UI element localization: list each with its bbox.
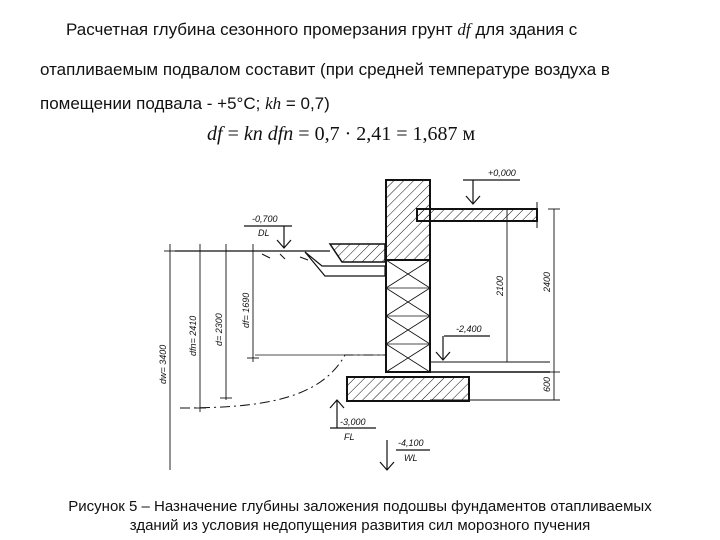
level-fl-label: -3,000 (340, 417, 366, 427)
df-symbol: df (457, 20, 471, 39)
intro-line-2: отапливаемым подвалом составит (при средней температуре воздуха в (40, 60, 610, 79)
blind-area (330, 244, 385, 262)
formula-dfn: dfn (267, 123, 294, 145)
dim-dfn-label: dfn= 2410 (188, 315, 198, 356)
intro-line-3-text-a: помещении подвала - +5°C; (40, 94, 261, 113)
dim-dw-label: dw= 3400 (158, 344, 168, 384)
level-fl-name: FL (344, 432, 355, 442)
figure-caption-line-1: Рисунок 5 – Назначение глубины заложения подошвы фундаментов отапливаемых (68, 498, 652, 515)
floor-slab (417, 209, 537, 221)
intro-line-1-text-b: для здания с (475, 20, 578, 39)
dim-2100-label: 2100 (495, 275, 505, 296)
formula-eq: = (227, 123, 239, 145)
dim-2400-label: 2400 (542, 271, 552, 292)
level-top-label: +0,000 (488, 168, 516, 178)
level-basement-label: -2,400 (456, 324, 482, 334)
intro-line-3-text-b: = 0,7) (285, 94, 330, 113)
level-dl-label: -0,700 (252, 214, 278, 224)
level-wl-label: -4,100 (398, 438, 424, 448)
level-dl-name: DL (258, 228, 270, 238)
formula-rhs: = 0,7 · 2,41 = 1,687 м (298, 123, 476, 145)
figure-caption-line-2: зданий из условия недопущения развития сил морозного пучения (129, 517, 591, 534)
dim-d-label: d= 2300 (214, 313, 224, 346)
kh-symbol: kh (265, 94, 282, 113)
dim-df-label: df= 1690 (241, 292, 251, 328)
level-wl-name: WL (404, 453, 418, 463)
formula-lhs: df (207, 123, 223, 145)
formula-k: kn (243, 123, 263, 145)
intro-line-1-text-a: Расчетная глубина сезонного промерзания грунт (66, 20, 453, 39)
footing (347, 377, 469, 401)
dim-600-label: 600 (542, 376, 552, 392)
